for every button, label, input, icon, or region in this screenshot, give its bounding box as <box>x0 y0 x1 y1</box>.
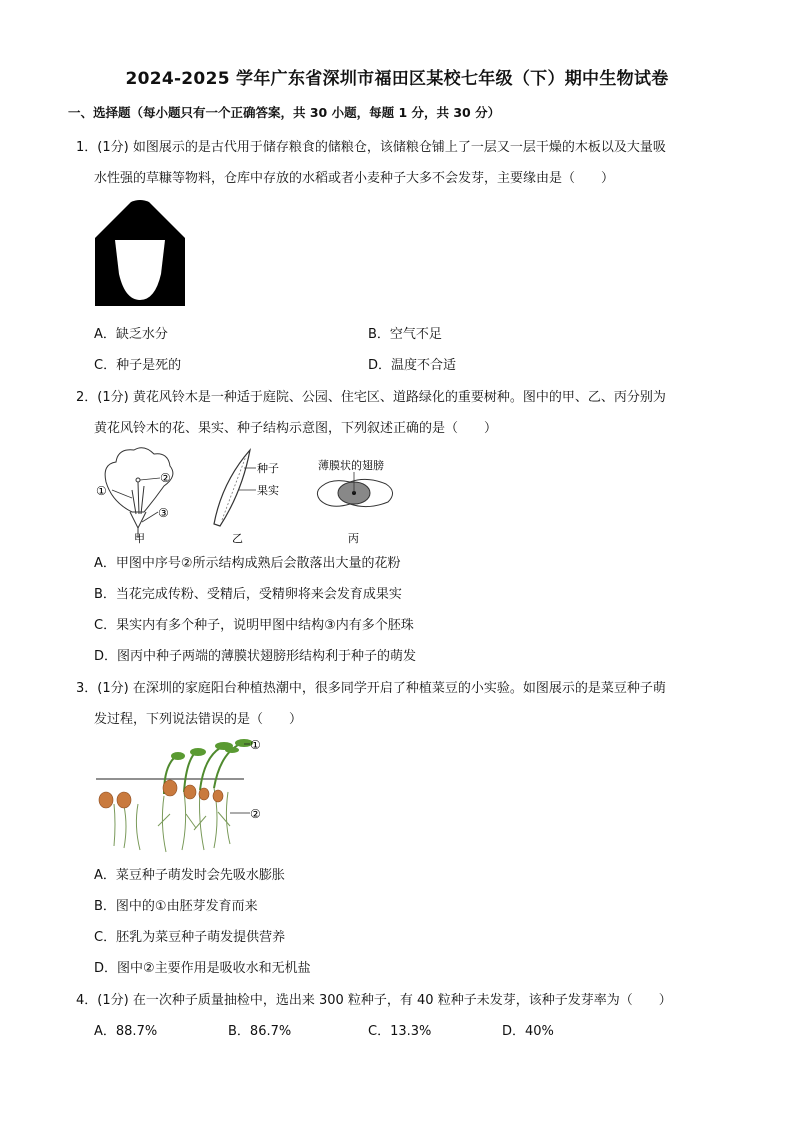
fruit-label-seed: 种子 <box>257 462 279 475</box>
question-1-option-b: B．空气不足 <box>368 327 442 342</box>
question-1-option-a: A．缺乏水分 <box>94 327 168 342</box>
figure-yi-caption: 乙 <box>232 532 243 544</box>
flower-label-1: ① <box>96 484 107 498</box>
question-4-line-1: 4．(1分) 在一次种子质量抽检中，选出来 300 粒种子，有 40 粒种子未发芽，该种子发芽率为（ ） <box>76 993 672 1008</box>
flower-label-3: ③ <box>158 506 169 520</box>
fruit-label-fruit: 果实 <box>257 484 279 497</box>
question-1-line-1: 1．(1分) 如图展示的是古代用于储存粮食的储粮仓，该储粮仓铺上了一层又一层干燥的木板以及大量吸 <box>76 140 666 155</box>
question-3-line-1: 3．(1分) 在深圳的家庭阳台种植热潮中，很多同学开启了种植菜豆的小实验。如图展示的是菜豆种子萌 <box>76 681 666 696</box>
question-2-option-d: D．图丙中种子两端的薄膜状翅膀形结构利于种子的萌发 <box>94 649 417 664</box>
question-3-option-a: A．菜豆种子萌发时会先吸水膨胀 <box>94 868 285 883</box>
bean-germination-figure <box>94 734 274 856</box>
question-2-line-1: 2．(1分) 黄花风铃木是一种适于庭院、公园、住宅区、道路绿化的重要树种。图中的甲、乙、丙分别为 <box>76 390 666 405</box>
question-1-line-2: 水性强的草糠等物料，仓库中存放的水稻或者小麦种子大多不会发芽，主要缘由是（ ） <box>94 171 615 186</box>
question-1-option-d: D．温度不合适 <box>368 358 457 373</box>
question-4-option-d: D．40% <box>502 1024 554 1039</box>
figure-bing-caption: 丙 <box>348 532 359 544</box>
seed-label-wing: 薄膜状的翅膀 <box>318 459 384 472</box>
bean-label-1: ① <box>250 738 261 752</box>
granary-figure <box>95 200 185 306</box>
question-4-option-c: C．13.3% <box>368 1024 432 1039</box>
question-4-option-b: B．86.7% <box>228 1024 292 1039</box>
bean-label-2: ② <box>250 807 261 821</box>
flower-label-2: ② <box>160 471 171 485</box>
question-3-option-b: B．图中的①由胚芽发育而来 <box>94 899 258 914</box>
question-2-option-c: C．果实内有多个种子，说明甲图中结构③内有多个胚珠 <box>94 618 414 633</box>
question-3-line-2: 发过程，下列说法错误的是（ ） <box>94 712 303 727</box>
question-3-option-c: C．胚乳为菜豆种子萌发提供营养 <box>94 930 286 945</box>
section-heading: 一、选择题（每小题只有一个正确答案，共 30 小题，每题 1 分，共 30 分） <box>68 105 501 120</box>
question-4-option-a: A．88.7% <box>94 1024 158 1039</box>
question-2-option-a: A．甲图中序号②所示结构成熟后会散落出大量的花粉 <box>94 556 401 571</box>
figure-jia-caption: 甲 <box>134 532 145 544</box>
paper-title: 2024-2025 学年广东省深圳市福田区某校七年级（下）期中生物试卷 <box>125 69 669 89</box>
question-2-option-b: B．当花完成传粉、受精后，受精卵将来会发育成果实 <box>94 587 402 602</box>
question-2-line-2: 黄花风铃木的花、果实、种子结构示意图，下列叙述正确的是（ ） <box>94 421 498 436</box>
question-1-option-c: C．种子是死的 <box>94 358 182 373</box>
question-3-option-d: D．图中②主要作用是吸收水和无机盐 <box>94 961 311 976</box>
flower-fruit-seed-figure <box>92 442 402 544</box>
